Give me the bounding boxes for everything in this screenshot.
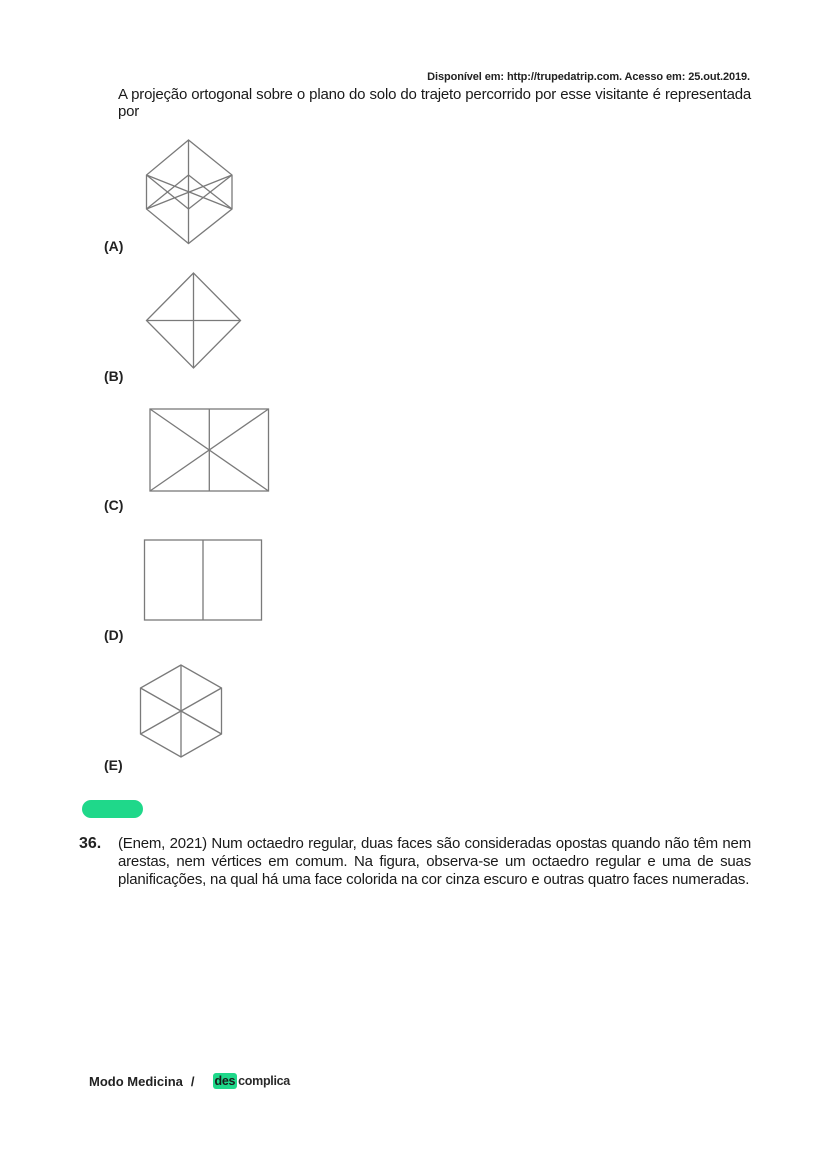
- question-text: (Enem, 2021) Num octaedro regular, duas faces são consideradas opostas quando não têm nem arestas, nem vértices em comum. Na figura, observa-se um octaedro regular e uma de suas planificações, na qual há uma face colorida na cor cinza escuro e outras quatro faces numeradas.: [118, 835, 751, 888]
- figure-e: [141, 665, 222, 757]
- logo-des: des: [214, 1074, 236, 1088]
- figure-b: [147, 273, 241, 368]
- figure-c: [150, 409, 269, 491]
- option-a-label: (A): [104, 238, 124, 254]
- answer-pill: [82, 800, 143, 818]
- footer-brand: Modo Medicina: [89, 1073, 183, 1089]
- option-c-label: (C): [104, 497, 124, 513]
- figure-d: [145, 540, 262, 620]
- question-stem: A projeção ortogonal sobre o plano do solo do trajeto percorrido por esse visitante é representada por: [118, 86, 751, 120]
- source-citation: Disponível em: http://trupedatrip.com. Acesso em: 25.out.2019.: [427, 71, 750, 83]
- footer: [89, 1073, 290, 1089]
- option-b-label: (B): [104, 368, 124, 384]
- descomplica-logo: [213, 1073, 290, 1089]
- option-e-label: (E): [104, 757, 123, 773]
- figure-a: [147, 140, 233, 244]
- option-d-label: (D): [104, 627, 124, 643]
- question-number: 36.: [79, 835, 102, 852]
- footer-separator: /: [190, 1073, 195, 1089]
- logo-complica: complica: [238, 1074, 290, 1088]
